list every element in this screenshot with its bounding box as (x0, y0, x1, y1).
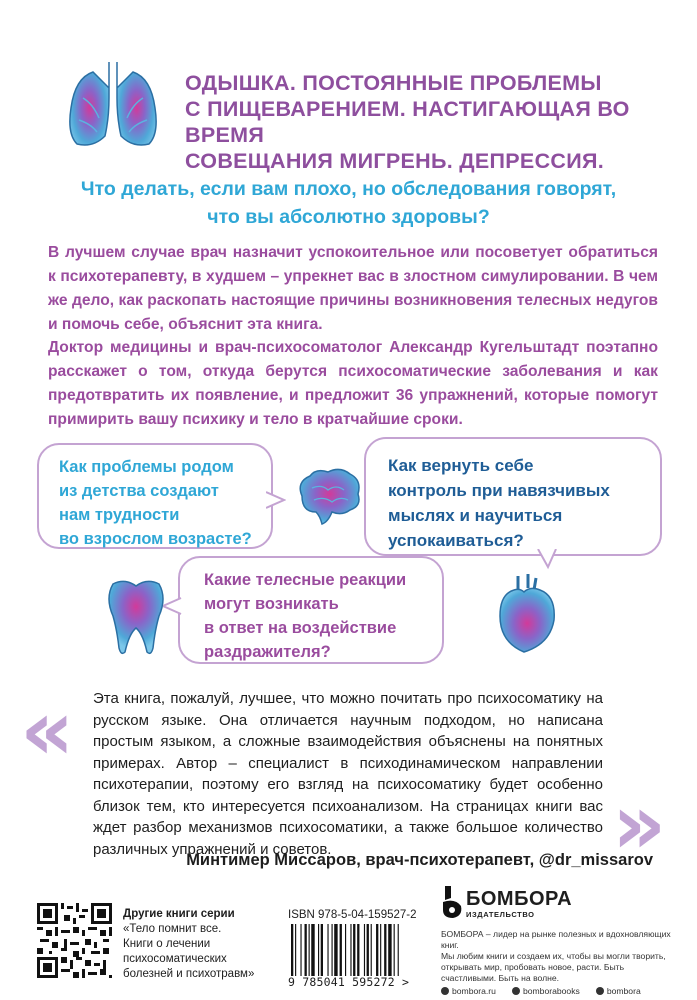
headline-line: ОДЫШКА. ПОСТОЯННЫЕ ПРОБЛЕМЫ (185, 71, 602, 95)
barcode-bar (367, 924, 369, 976)
barcode-bar (332, 924, 333, 976)
headline-line: СОВЕЩАНИЯ МИГРЕНЬ. ДЕПРЕССИЯ. (185, 149, 605, 173)
bubble-line: Какие телесные реакции (204, 571, 407, 589)
series-line: Книги о лечении (123, 938, 211, 950)
barcode-number: 9 785041 595272 > (288, 975, 410, 989)
bubble-line: из детства создают (59, 482, 219, 500)
bubble-text (204, 568, 406, 664)
bubble-tail (266, 490, 286, 510)
bubble-line: Как вернуть себе (388, 456, 534, 475)
speech-bubble-childhood (37, 443, 273, 549)
social-label: bombora.ru (452, 986, 496, 996)
bubble-line: в ответ на воздействие (204, 619, 397, 637)
tooth-illustration (105, 578, 167, 656)
barcode-bar (398, 924, 399, 976)
bubble-line: успокаиваться? (388, 531, 524, 550)
series-info (123, 907, 283, 982)
bubble-line: Как проблемы родом (59, 458, 234, 476)
quote-close-icon: » (612, 775, 667, 873)
bombora-logo-icon (441, 886, 463, 920)
isbn-label: ISBN 978-5-04-159527-2 (288, 909, 417, 921)
social-link-site[interactable] (441, 986, 496, 996)
barcode-bar (350, 924, 351, 976)
speech-bubble-reactions (178, 556, 444, 664)
bubble-line: раздражителя? (204, 643, 331, 661)
bubble-line: мыслях и научиться (388, 506, 563, 525)
description-paragraph-1: В лучшем случае врач назначит успокоительное или посоветует обратиться к психотерапевту, в худшем – упрекнет вас в злостном симулировании. В чем же дело, как раскопать настоящие причины возникновения телесных недугов и помочь себе, объяснит эта книга. (48, 244, 658, 333)
barcode-bar (318, 924, 319, 976)
brain-illustration (292, 466, 364, 528)
description-paragraph-2: Доктор медицины и врач-психосоматолог Александр Кугельштадт поэтапно расскажет о том, откуда берутся психосоматические заболевания и как предотвратить их появление, и предложит 36 упражнений, которые помогут примирить вашу психику и тело в кратчайшие сроки. (48, 339, 658, 428)
barcode-bar (309, 924, 310, 976)
barcode-bar (353, 924, 355, 976)
series-heading: Другие книги серии (123, 908, 235, 920)
barcode-bar (394, 924, 395, 976)
quote-open-icon: « (20, 681, 75, 779)
barcode-bar (305, 924, 307, 976)
question-line: Что делать, если вам плохо, но обследования говорят, (80, 178, 617, 200)
publisher-name: БОМБОРА (466, 888, 573, 910)
publisher-subtitle: ИЗДАТЕЛЬСТВО (466, 910, 535, 919)
barcode-bar (321, 924, 323, 976)
barcode-bar (334, 924, 337, 976)
barcode-bar (376, 924, 378, 976)
bubble-line: могут возникать (204, 595, 339, 613)
barcode-bar (340, 924, 342, 976)
bubble-line: контроль при навязчивых (388, 481, 610, 500)
barcode-bar (380, 924, 381, 976)
barcode-bar (295, 924, 296, 976)
question-line: что вы абсолютно здоровы? (207, 206, 490, 228)
bubble-line: во взрослом возрасте? (59, 530, 252, 548)
barcode-bar (357, 924, 359, 976)
globe-icon (441, 987, 449, 995)
publisher-slogan: БОМБОРА – лидер на рынке полезных и вдохновляющих книг. (441, 929, 671, 950)
publisher-social-links (441, 986, 641, 996)
barcode-bar (388, 924, 391, 976)
qr-code (37, 903, 112, 978)
barcode-bar (300, 924, 301, 976)
barcode-bar (311, 924, 314, 976)
review-quote: Эта книга, пожалуй, лучшее, что можно почитать про психосоматику на русском языке. Она отличается научным подходом, но написана простым языком, а сложные взаимодействия объяснены на понятных примерах. Автор – специалист в психодинамическом направлении психотерапии, поэтому его взгляд на психосоматику будет особенно близок тем, кто интересуется психоанализом. На страницах книги вас ждет разбор механизмов психосоматики, а также большое количество различных упражнений и советов. (93, 690, 603, 858)
barcode-bar (291, 924, 293, 976)
review-attribution: Минтимер Миссаров, врач-психотерапевт, @dr_missarov (186, 851, 653, 869)
bubble-line: нам трудности (59, 506, 180, 524)
barcode-bar (364, 924, 365, 976)
heart-illustration (494, 572, 560, 656)
barcode-bar (384, 924, 386, 976)
bubble-tail (536, 549, 558, 571)
bubble-text (59, 455, 252, 551)
headline-line: С ПИЩЕВАРЕНИЕМ. НАСТИГАЮЩАЯ ВО ВРЕМЯ (185, 97, 630, 147)
social-label: bomborabooks (522, 986, 580, 996)
barcode-bar (371, 924, 372, 976)
bubble-tail (163, 596, 183, 616)
publisher-slogan: Мы любим книги и создаем их, чтобы вы могли творить, открывать мир, пробовать новое, расти. Быть счастливыми. Быть на волне. (441, 951, 666, 983)
main-question (40, 175, 657, 231)
barcode (288, 924, 430, 976)
barcode-bar (327, 924, 328, 976)
social-label: bombora (606, 986, 641, 996)
telegram-icon (596, 987, 604, 995)
barcode-bar (345, 924, 346, 976)
lungs-illustration (63, 58, 163, 150)
series-line: «Тело помнит все. (123, 923, 222, 935)
series-line: психосоматических (123, 953, 227, 965)
bubble-text (388, 453, 610, 553)
headline (185, 70, 665, 174)
social-link-telegram[interactable] (596, 986, 641, 996)
vk-icon (512, 987, 520, 995)
social-link-vk[interactable] (512, 986, 580, 996)
series-line: болезней и психотравм» (123, 968, 255, 980)
speech-bubble-control (364, 437, 662, 556)
